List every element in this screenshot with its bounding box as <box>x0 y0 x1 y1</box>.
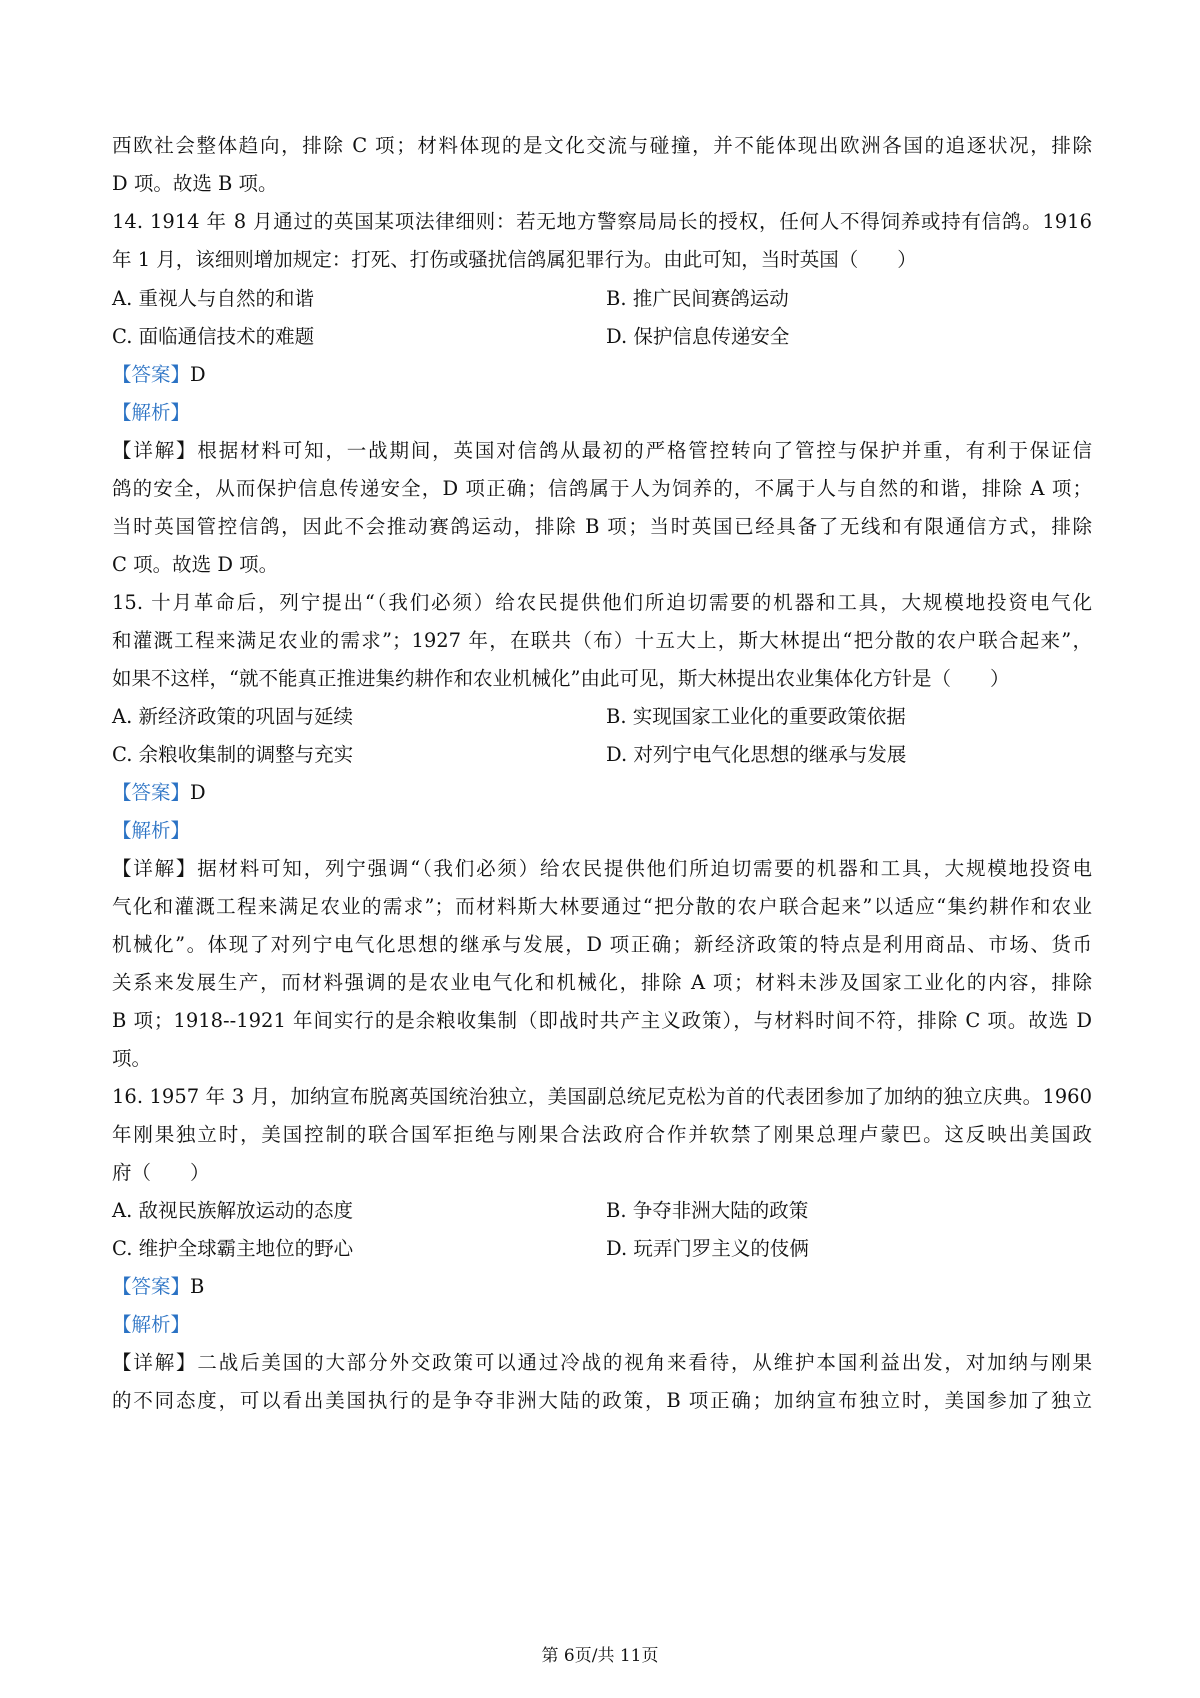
analysis-tag: 【解析】 <box>112 1313 191 1336</box>
detail-14 <box>112 437 1092 465</box>
answer-tag: 【答案】 <box>112 1275 191 1298</box>
question-16-stem: 16. 1957 年 3 月，加纳宣布脱离英国统治独立，美国副总统尼克松为首的代表团参加了加纳的独立庆典。1960 <box>112 1085 1092 1108</box>
question-14-stem: 14. 1914 年 8 月通过的英国某项法律细则：若无地方警察局局长的授权，任何人不得饲养或持有信鸽。1916 <box>112 210 1092 233</box>
detail-14-line: 当时英国管控信鸽，因此不会推动赛鸽运动，排除 B 项；当时英国已经具备了无线和有限通信方式，排除 <box>112 515 1092 538</box>
option-15-a: A. 新经济政策的巩固与延续 <box>112 705 353 728</box>
detail-15-line: 项。 <box>112 1047 152 1070</box>
option-15-b: B. 实现国家工业化的重要政策依据 <box>606 705 906 728</box>
detail-15-line: 气化和灌溉工程来满足农业的需求”；而材料斯大林要通过“把分散的农户联合起来”以适应“集约耕作和农业 <box>112 895 1092 918</box>
option-14-d: D. 保护信息传递安全 <box>606 325 790 348</box>
detail-15-line: 机械化”。体现了对列宁电气化思想的继承与发展，D 项正确；新经济政策的特点是利用商品、市场、货币 <box>112 933 1092 956</box>
question-16-stem: 府（ ） <box>112 1161 210 1184</box>
detail-14-line: 鸽的安全，从而保护信息传递安全，D 项正确；信鸽属于人为饲养的，不属于人与自然的和谐，排除 A 项； <box>112 477 1092 500</box>
question-16-stem: 年刚果独立时，美国控制的联合国军拒绝与刚果合法政府合作并软禁了刚果总理卢蒙巴。这反映出美国政 <box>112 1123 1092 1146</box>
text-line: D 项。故选 B 项。 <box>112 172 278 195</box>
analysis-tag: 【解析】 <box>112 401 191 424</box>
option-16-d: D. 玩弄门罗主义的伎俩 <box>606 1237 809 1260</box>
question-15-stem: 15. 十月革命后，列宁提出“（我们必须）给农民提供他们所迫切需要的机器和工具，大规模地投资电气化 <box>112 591 1092 614</box>
detail-14-line: C 项。故选 D 项。 <box>112 553 279 576</box>
question-14-stem: 年 1 月，该细则增加规定：打死、打伤或骚扰信鸽属犯罪行为。由此可知，当时英国（ ） <box>112 248 917 271</box>
detail-15-line: 关系来发展生产，而材料强调的是农业电气化和机械化，排除 A 项；材料未涉及国家工业化的内容，排除 <box>112 971 1092 994</box>
detail-16 <box>112 1349 1092 1377</box>
option-14-a: A. 重视人与自然的和谐 <box>112 287 314 310</box>
detail-text: 根据材料可知，一战期间，英国对信鸽从最初的严格管控转向了管控与保护并重，有利于保证信 <box>197 439 1092 462</box>
question-15-stem: 和灌溉工程来满足农业的需求”；1927 年，在联共（布）十五大上，斯大林提出“把分散的农户联合起来”， <box>112 629 1092 652</box>
text-line: 西欧社会整体趋向，排除 C 项；材料体现的是文化交流与碰撞，并不能体现出欧洲各国的追逐状况，排除 <box>112 134 1092 157</box>
option-14-c: C. 面临通信技术的难题 <box>112 325 315 348</box>
answer-tag: 【答案】 <box>112 363 191 386</box>
detail-15-line: B 项；1918--1921 年间实行的是余粮收集制（即战时共产主义政策），与材料时间不符，排除 C 项。故选 D <box>112 1009 1092 1032</box>
analysis-15 <box>112 817 1092 845</box>
analysis-14 <box>112 399 1092 427</box>
answer-value: D <box>190 363 206 386</box>
detail-16-line: 的不同态度，可以看出美国执行的是争夺非洲大陆的政策，B 项正确；加纳宣布独立时，美国参加了独立 <box>112 1389 1092 1412</box>
detail-tag: 【详解】 <box>112 857 198 880</box>
option-16-a: A. 敌视民族解放运动的态度 <box>112 1199 353 1222</box>
detail-tag: 【详解】 <box>112 1351 198 1374</box>
answer-15 <box>112 779 1092 807</box>
page-number: 第 6页/共 11页 <box>541 1646 659 1666</box>
detail-15 <box>112 855 1092 883</box>
option-14-b: B. 推广民间赛鸽运动 <box>606 287 789 310</box>
question-15-stem: 如果不这样，“就不能真正推进集约耕作和农业机械化”由此可见，斯大林提出农业集体化方针是（ ） <box>112 667 1010 690</box>
option-16-b: B. 争夺非洲大陆的政策 <box>606 1199 809 1222</box>
analysis-tag: 【解析】 <box>112 819 191 842</box>
detail-text: 二战后美国的大部分外交政策可以通过冷战的视角来看待，从维护本国利益出发，对加纳与刚果 <box>197 1351 1092 1374</box>
answer-14 <box>112 361 1092 389</box>
detail-text: 据材料可知，列宁强调“（我们必须）给农民提供他们所迫切需要的机器和工具，大规模地投资电 <box>197 857 1092 880</box>
option-15-c: C. 余粮收集制的调整与充实 <box>112 743 354 766</box>
analysis-16 <box>112 1311 1092 1339</box>
option-16-c: C. 维护全球霸主地位的野心 <box>112 1237 354 1260</box>
answer-16 <box>112 1273 1092 1301</box>
answer-tag: 【答案】 <box>112 781 191 804</box>
option-15-d: D. 对列宁电气化思想的继承与发展 <box>606 743 907 766</box>
answer-value: D <box>190 781 206 804</box>
detail-tag: 【详解】 <box>112 439 198 462</box>
answer-value: B <box>190 1275 205 1298</box>
